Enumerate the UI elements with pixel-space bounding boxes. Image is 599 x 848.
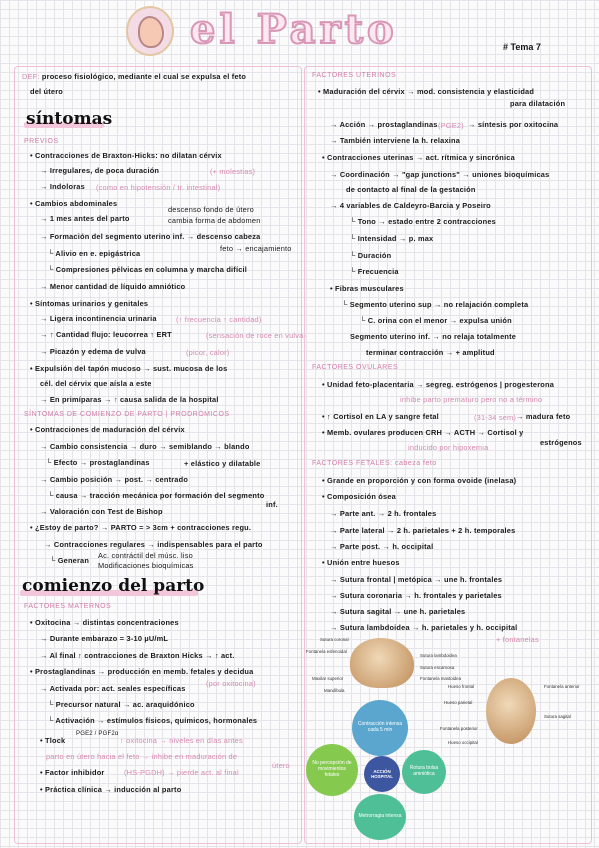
note-line: └ Efecto → prostaglandinas — [46, 458, 150, 467]
note-line: • Unión entre huesos — [322, 558, 400, 567]
cycle-top-circle: Contracción intensa cada 5 min — [352, 700, 408, 756]
note-line: → Parte lateral → 2 h. parietales + 2 h. temporales — [330, 526, 516, 535]
cycle-bottom-circle: Metrorragia intensa — [354, 794, 406, 840]
note-line: → Parte ant. → 2 h. frontales — [330, 509, 437, 518]
pink-note: (↑ frecuencia ↑ cantidad) — [176, 315, 262, 324]
definition-line-2: del útero — [30, 87, 64, 96]
previos-heading: PREVIOS — [24, 138, 59, 145]
uterinos-heading: FACTORES UTERINOS — [312, 72, 397, 79]
top-skull-figure — [440, 676, 592, 754]
pink-note: (por oxitocina) — [206, 679, 256, 688]
note-line: → Indoloras — [40, 182, 85, 191]
note-line: → Sutura lambdoidea → h. parietales y h. occipital — [330, 623, 518, 632]
figure-label: Hueso occipital — [448, 740, 478, 745]
sintomas-heading: síntomas — [26, 109, 113, 129]
note-line: → 1 mes antes del parto — [40, 214, 130, 223]
note-line: estrógenos — [540, 438, 582, 447]
note-line: descenso fondo de útero — [168, 205, 254, 214]
figure-label: Mandíbula — [324, 688, 345, 693]
baby-logo-icon — [126, 6, 174, 56]
note-line: └ Alivio en e. epigástrica — [48, 249, 141, 258]
definition-line: DEF: proceso fisiológico, mediante el cual se expulsa el feto — [22, 72, 247, 81]
note-line: → Cambio consistencia → duro → semiblando → blando — [40, 442, 250, 451]
note-line: → síntesis por oxitocina — [468, 120, 559, 129]
note-line: └ Tono → estado entre 2 contracciones — [350, 217, 496, 226]
figure-label: Sutura sagital — [544, 714, 571, 719]
note-line: • Maduración del cérvix → mod. consistencia y elasticidad — [318, 87, 535, 96]
note-line: → Parte post. → h. occipital — [330, 542, 434, 551]
figure-label: Fontanela posterior — [440, 726, 478, 731]
note-line: → Cambio posición → post. → centrado — [40, 475, 189, 484]
note-line: • Síntomas urinarios y genitales — [30, 299, 149, 308]
note-line: + elástico y dilatable — [184, 459, 261, 468]
note-line: → Ligera incontinencia urinaria — [40, 314, 157, 323]
page-title: el Parto — [190, 6, 398, 53]
maternos-heading: FACTORES MATERNOS — [24, 603, 112, 610]
figure-label: Fontanela esfenoidal — [306, 649, 347, 654]
note-line: → En primíparas → ↑ causa salida de la hospital — [40, 395, 219, 404]
note-line: → Sutura sagital → une h. parietales — [330, 607, 466, 616]
pink-note: (sensación de roce en vulva) — [206, 331, 307, 340]
tema-label: # Tema 7 — [503, 42, 541, 52]
pink-note: (31-34 sem) — [474, 413, 517, 422]
note-line: terminar contracción → + amplitud — [366, 348, 495, 357]
note-line: → Coordinación → "gap junctions" → uniones bioquímicas — [330, 170, 550, 179]
figure-label: Sutura coronal — [320, 637, 349, 642]
note-line: • ¿Estoy de parto? → PARTO = > 3cm + contracciones regu. — [30, 523, 252, 532]
note-line: Modificaciones bioquímicas — [98, 561, 194, 570]
figure-label: Maxilar superior — [312, 676, 344, 681]
note-line: • ↑ Cortisol en LA y sangre fetal — [322, 412, 439, 421]
note-line: cambia forma de abdomen — [168, 216, 261, 225]
note-line: → Picazón y edema de vulva — [40, 347, 146, 356]
note-line: • Contracciones de Braxton-Hicks: no dilatan cérvix — [30, 151, 222, 160]
note-line: └ causa → tracción mecánica por formación del segmento — [48, 491, 265, 500]
note-line: • Tlock — [40, 736, 66, 745]
pink-note: parto en útero hacia el feto → inhibe en maduración de — [46, 752, 238, 761]
note-line: └ Precursor natural → ac. araquidónico — [48, 700, 195, 709]
figure-label: Fontanela anterior — [544, 684, 580, 689]
cycle-right-circle: Rotura bolsa amniótica — [402, 750, 446, 794]
note-line: de contacto al final de la gestación — [346, 185, 476, 194]
comienzo-heading: comienzo del parto — [22, 576, 205, 596]
note-line: • Prostaglandinas → producción en memb. fetales y decidua — [30, 667, 254, 676]
note-line: • Factor inhibidor — [40, 768, 105, 777]
figure-label: Hueso frontal — [448, 684, 475, 689]
note-line: → Menor cantidad de líquido amniótico — [40, 282, 186, 291]
note-line: → Sutura frontal | metópica → une h. frontales — [330, 575, 503, 584]
note-line: • Cambios abdominales — [30, 199, 118, 208]
fetales-heading: FACTORES FETALES: cabeza feto — [312, 460, 437, 467]
note-line: • Oxitocina → distintas concentraciones — [30, 618, 179, 627]
note-line: → Sutura coronaria → h. frontales y parietales — [330, 591, 502, 600]
note-line: cél. del cérvix que aísla a este — [40, 379, 152, 388]
note-line: → Valoración con Test de Bishop — [40, 507, 163, 516]
note-line: → Contracciones regulares → indispensables para el parto — [44, 540, 263, 549]
note-line: para dilatación — [510, 99, 566, 108]
note-line: • Fibras musculares — [330, 284, 404, 293]
note-line: • Composición ósea — [322, 492, 396, 501]
note-line: feto → encajamiento — [220, 244, 292, 253]
note-line: └ Activación → estímulos físicos, químicos, hormonales — [48, 716, 258, 725]
note-line: → Irregulares, de poca duración — [40, 166, 160, 175]
note-line: → ↑ Cantidad flujo: leucorrea ↑ ERT — [40, 330, 172, 339]
note-line: Segmento uterino inf. → no relaja totalmente — [350, 332, 517, 341]
note-line: └ C. orina con el menor → expulsa unión — [360, 316, 512, 325]
note-line: • Expulsión del tapón mucoso → sust. mucosa de los — [30, 364, 228, 373]
pink-note: (PGE2) — [438, 121, 464, 130]
note-line: └ Frecuencia — [350, 267, 399, 276]
note-line: Ac. contráctil del músc. liso — [98, 551, 193, 560]
note-line: PGE2 / PGF2α — [76, 731, 119, 737]
note-line: → Formación del segmento uterino inf. → descenso cabeza — [40, 232, 261, 241]
pink-note: (como en hipotensión / tr. intestinal) — [96, 183, 221, 192]
note-line: └ Duración — [350, 251, 392, 260]
note-line: • Contracciones uterinas → act. rítmica y sincrónica — [322, 153, 515, 162]
pink-note: útero — [272, 761, 290, 770]
pink-note: + fontanelas — [496, 635, 539, 644]
pink-note: inhibe parto prematuro pero no a término — [400, 395, 543, 404]
pink-note: (HS-PGDH) → pierde act. al final — [124, 768, 239, 777]
note-line: • Unidad feto-placentaria → segreg. estrógenos | progesterona — [322, 380, 555, 389]
cycle-left-circle: No percepción de movimientos fetales — [306, 744, 358, 796]
top-skull-image — [486, 678, 536, 744]
note-line: → Durante embarazo = 3-10 µU/mL — [40, 634, 169, 643]
figure-label: Hueso parietal — [444, 700, 473, 705]
note-line: • Grande en proporción y con forma ovoide (inelasa) — [322, 476, 517, 485]
note-line: → Al final ↑ contracciones de Braxton Hicks → ↑ act. — [40, 651, 235, 660]
note-line: • Contracciones de maduración del cérvix — [30, 425, 185, 434]
note-line: └ Segmento uterino sup → no relajación completa — [342, 300, 529, 309]
figure-label: Sutura lambdoidea — [420, 653, 457, 658]
note-line: → madura feto — [516, 412, 571, 421]
note-line: └ Intensidad → p. max — [350, 234, 434, 243]
pink-note: inducido por hipoxemia — [408, 443, 489, 452]
pink-note: (picor, calor) — [186, 348, 230, 357]
note-line: • Práctica clínica → inducción al parto — [40, 785, 182, 794]
figure-label: Fontanela mastoidea — [420, 676, 462, 681]
prodromicos-heading: SÍNTOMAS DE COMIENZO DE PARTO | PRODRÓMICOS — [24, 411, 230, 418]
note-line: inf. — [266, 500, 278, 509]
cycle-center-circle: ACCIÓN HOSPITAL — [364, 756, 400, 792]
pink-note: (+ molestias) — [210, 167, 256, 176]
side-skull-image — [350, 638, 414, 688]
note-line: └ Generan — [50, 556, 90, 565]
note-line: → 4 variables de Caldeyro-Barcia y Poseiro — [330, 201, 491, 210]
ovulares-heading: FACTORES OVULARES — [312, 364, 399, 371]
note-line: → Acción → prostaglandinas — [330, 120, 438, 129]
pink-note: ↑ oxitocina → niveles en días antes — [120, 736, 243, 745]
note-line: • Memb. ovulares producen CRH → ACTH → Cortisol y — [322, 428, 524, 437]
note-line: → También interviene la h. relaxina — [330, 136, 461, 145]
note-line: └ Compresiones pélvicas en columna y marcha difícil — [48, 265, 248, 274]
figure-label: Sutura escamosa — [420, 665, 455, 670]
note-line: → Activada por: act. seales específicas — [40, 684, 186, 693]
